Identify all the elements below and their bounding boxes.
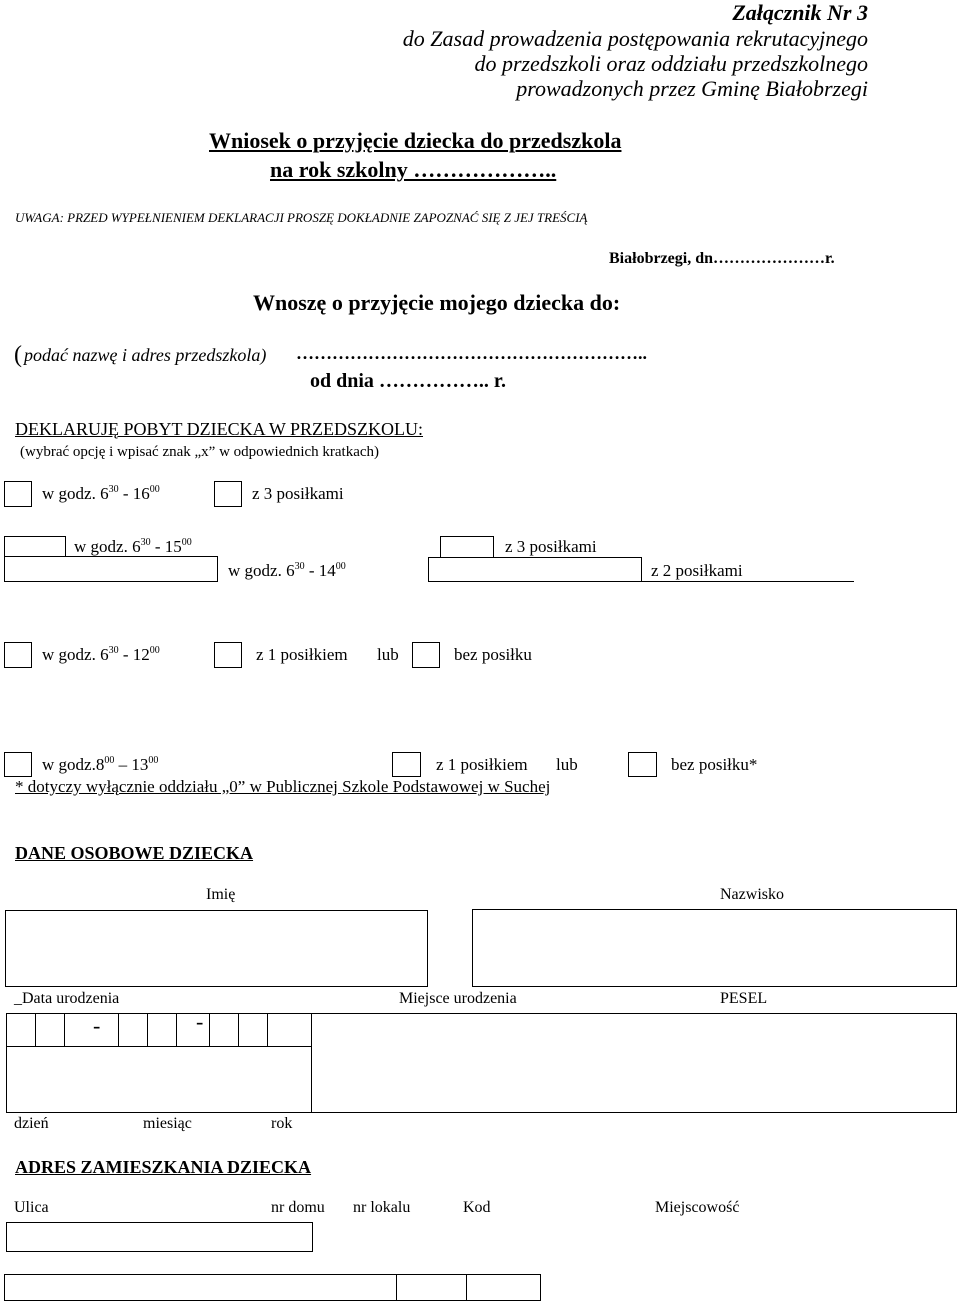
option-4-hours-checkbox[interactable] (4, 642, 32, 668)
address-field[interactable] (4, 1274, 541, 1301)
option-5-no-meal: bez posiłku* (671, 755, 758, 774)
declaration-heading: DEKLARUJĘ POBYT DZIECKA W PRZEDSZKOLU: (15, 419, 424, 439)
dob-cell-divider (147, 1013, 148, 1046)
day-label: dzień (14, 1115, 49, 1132)
last-name-field[interactable] (472, 909, 957, 987)
option-5-or: lub (556, 755, 578, 774)
from-date[interactable]: od dnia …………….. r. (310, 370, 506, 392)
option-1-meals-checkbox[interactable] (214, 481, 242, 507)
option-5-meal-checkbox[interactable] (392, 752, 421, 777)
pesel-label: PESEL (720, 990, 768, 1007)
option-4-meal-checkbox[interactable] (214, 642, 242, 668)
annex-line-1: do Zasad prowadzenia postępowania rekrutacyjnego (402, 26, 868, 51)
annex-line-2: do przedszkoli oraz oddziału przedszkolnego (474, 51, 868, 76)
street-field[interactable] (6, 1222, 313, 1252)
dob-prefix: _ (14, 990, 22, 1007)
option-5-hours-checkbox[interactable] (4, 752, 32, 777)
option-4-no-meal: bez posiłku (454, 645, 532, 664)
declaration-hint: (wybrać opcję i wpisać znak „x” w odpowiednich kratkach) (20, 444, 380, 460)
dob-cell-divider (209, 1013, 210, 1046)
house-no-label: nr domu (271, 1199, 325, 1216)
option-4-meals: z 1 posiłkiem (256, 645, 348, 664)
dob-cell-divider (35, 1013, 36, 1046)
address-cell-divider (396, 1274, 397, 1301)
option-2-hours: w godz. $6^{30} - 15^{00}$ (74, 537, 192, 556)
option-1-meals: z 3 posiłkami (252, 484, 344, 503)
address-heading: ADRES ZAMIESZKANIA DZIECKA (15, 1157, 312, 1177)
postcode-label: Kod (463, 1199, 491, 1216)
dob-dash-1: - (93, 1013, 101, 1038)
form-title: Wniosek o przyjęcie dziecka do przedszkola (209, 128, 622, 153)
dob-cell-divider (64, 1013, 65, 1046)
kindergarten-field[interactable]: ………………………………………………….. (296, 343, 647, 363)
kindergarten-paren: ( (14, 342, 22, 368)
option-2-meals-checkbox[interactable] (440, 536, 494, 557)
dob-row-divider (6, 1046, 312, 1047)
request-text: Wnoszę o przyjęcie mojego dziecka do: (253, 290, 621, 315)
dob-dash-2: - (196, 1009, 204, 1034)
dob-text: Data urodzenia (22, 990, 120, 1007)
flat-no-label: nr lokalu (353, 1199, 411, 1216)
option-4-or: lub (377, 645, 399, 664)
option-2-meals: z 3 posiłkami (505, 537, 597, 556)
month-label: miesiąc (143, 1115, 192, 1132)
first-name-field[interactable] (5, 910, 428, 987)
option-4-hours: w godz. $6^{30} - 12^{00}$ (42, 645, 160, 664)
year-label: rok (271, 1115, 293, 1132)
dob-label (14, 990, 119, 1008)
dob-cell-divider (176, 1013, 177, 1046)
school-year: na rok szkolny ……………….. (270, 157, 557, 182)
dob-cell-divider (118, 1013, 119, 1046)
option-1-hours-checkbox[interactable] (4, 481, 32, 507)
address-cell-divider (466, 1274, 467, 1301)
option-3-meals: z 2 posiłkami (651, 561, 743, 580)
personal-heading: DANE OSOBOWE DZIECKA (15, 843, 254, 863)
option-3-hours-checkbox[interactable] (4, 556, 218, 582)
option-3-meals-underline (642, 581, 854, 582)
street-label: Ulica (14, 1199, 49, 1216)
option-5-hours: w $godz.8^{00} - 13^{00}$ (42, 755, 159, 774)
option-1-hours: w godz. $6^{30} - 16^{00}$ (42, 484, 160, 503)
option-2-hours-checkbox[interactable] (4, 536, 66, 556)
kindergarten-label: podać nazwę i adres przedszkola) (24, 345, 267, 365)
annex-line-3: prowadzonych przez Gminę Białobrzegi (516, 76, 868, 101)
place-date: Białobrzegi, dn…………………r. (609, 250, 835, 267)
last-name-label: Nazwisko (720, 886, 784, 903)
option-3-hours: w godz. $6^{30} - 14^{00}$ (228, 561, 346, 580)
birthplace-pesel-field[interactable] (311, 1013, 957, 1113)
dob-cell-divider (267, 1013, 268, 1046)
dob-cell-divider (238, 1013, 239, 1046)
option-4-no-meal-checkbox[interactable] (412, 642, 440, 668)
option-5-meals: z 1 posiłkiem (436, 755, 528, 774)
first-name-label: Imię (206, 886, 236, 903)
option-3-meals-checkbox[interactable] (428, 557, 642, 582)
annex-title: Załącznik Nr 3 (732, 0, 868, 25)
notice: UWAGA: PRZED WYPEŁNIENIEM DEKLARACJI PROSZĘ DOKŁADNIE ZAPOZNAĆ SIĘ Z JEJ TREŚCIĄ (15, 210, 588, 225)
birthplace-label: Miejsce urodzenia (399, 990, 517, 1007)
option-5-no-meal-checkbox[interactable] (628, 752, 657, 777)
city-label: Miejscowość (655, 1199, 740, 1216)
option-5-footnote: * dotyczy wyłącznie oddziału „0” w Publicznej Szkole Podstawowej w Suchej (15, 777, 551, 796)
